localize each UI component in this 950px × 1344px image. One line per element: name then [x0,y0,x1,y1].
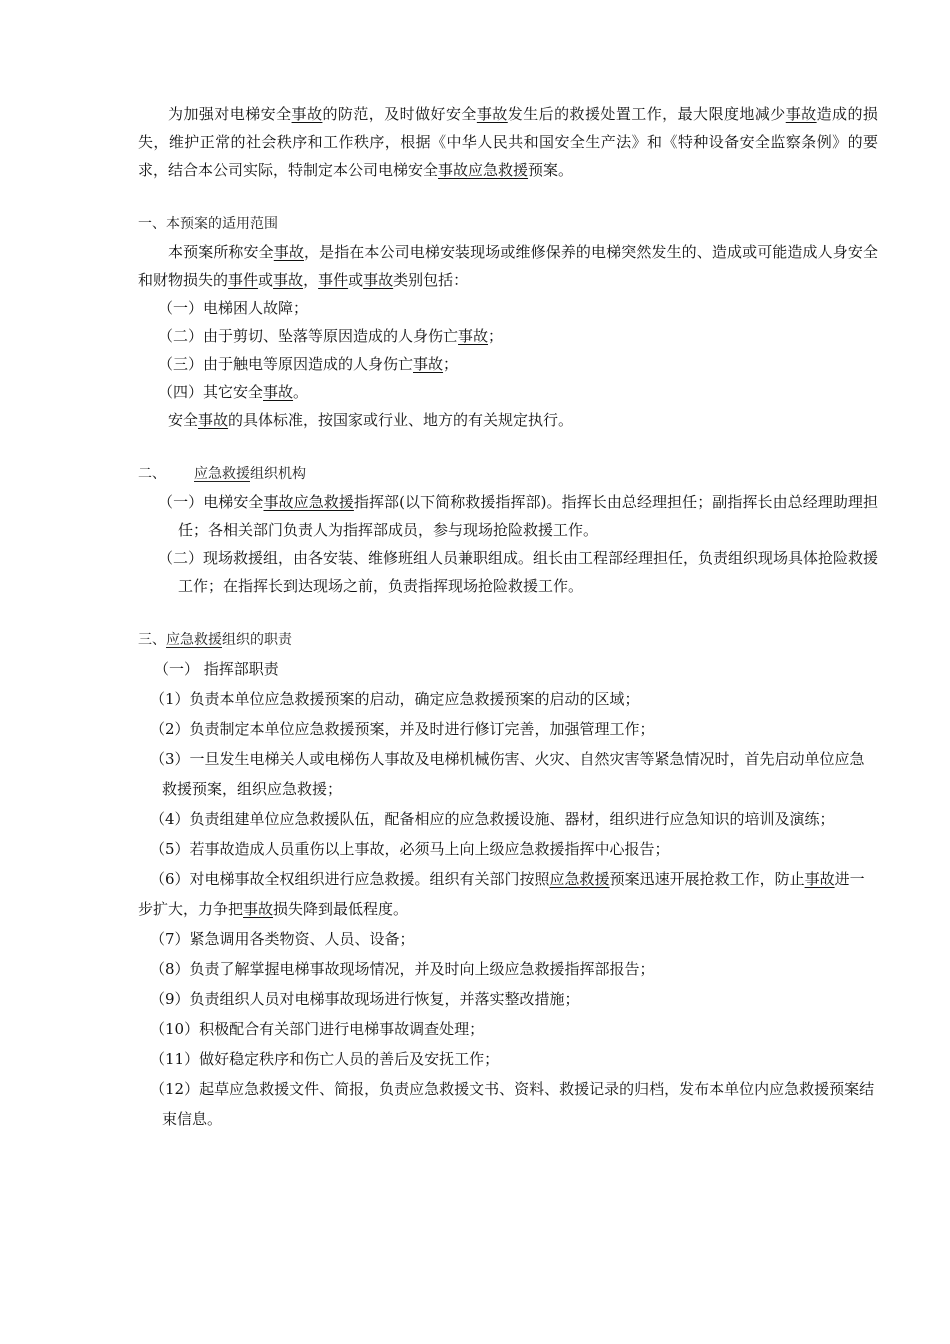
text-run: 为加强对电梯安全 [168,105,292,123]
text-run: ， [303,271,319,289]
text-run: 损失降到最低程度。 [273,900,409,918]
spacer [138,434,878,460]
duty-item-4: （4）负责组建单位应急救援队伍，配备相应的应急救援设施、器材，组织进行应急知识的培训及演练； [150,810,835,828]
spacer [138,600,878,626]
duty-item-11: （11）做好稳定秩序和伤亡人员的善后及安抚工作； [150,1050,500,1068]
section1-item-4 [138,378,878,406]
underlined-term: 事故 [273,271,304,289]
underlined-term: 应急救援 [166,632,222,648]
text-run: 组织的职责 [222,632,292,648]
underlined-term: 事故 [273,243,304,261]
duty-item-2: （2）负责制定本单位应急救援预案，并及时进行修订完善，加强管理工作； [150,720,655,738]
section1-heading: 一、本预案的适用范围 [138,216,278,232]
underlined-term: 事故 [413,355,444,373]
underlined-term: 事故 [458,327,489,345]
underlined-term: 事故 [198,411,229,429]
duty-item-5: （5）若事故造成人员重伤以上事故，必须马上向上级应急救援指挥中心报告； [150,840,670,858]
text-run: 或 [348,271,364,289]
text-run: 安全 [168,411,199,429]
underlined-term: 事故应急救援 [263,493,354,511]
text-run: 进一步扩大，力争把 [138,870,865,918]
duty-item-6 [138,864,878,924]
text-run: （三）由于触电等原因造成的人身伤亡 [158,355,414,373]
underlined-term: 事故 [785,105,817,123]
text-run: 。 [293,383,309,401]
text-run: 的具体标准，按国家或行业、地方的有关规定执行。 [228,411,574,429]
section2-item-2: （二）现场救援组，由各安装、维修班组人员兼职组成。组长由工程部经理担任，负责组织现场具体抢险救援工作；在指挥长到达现场之前，负责指挥现场抢险救援工作。 [158,549,879,595]
underlined-term: 事故 [363,271,394,289]
underlined-term: 应急救援 [194,466,250,482]
underlined-term: 事故 [243,900,274,918]
section3-subheading: （一） 指挥部职责 [154,660,279,678]
underlined-term: 事件 [318,271,349,289]
text-run: ，是指在本公司电梯安装现场或维修保养的电梯突然发生的、造成或可能造成人身安全和财物损失的 [138,243,878,289]
section1-paragraph [138,238,878,294]
text-run: （四）其它安全 [158,383,264,401]
section1-closing [138,406,878,434]
text-run: 本预案所称安全 [168,243,274,261]
text-run: 指挥部(以下简称救援指挥部)。指挥长由总经理担任；副指挥长由总经理助理担任；各相关部门负责人为指挥部成员，参与现场抢险救援工作。 [178,493,878,539]
intro-paragraph [138,100,878,184]
underlined-term: 事故 [263,383,294,401]
duty-item-9: （9）负责组织人员对电梯事故现场进行恢复，并落实整改措施； [150,990,580,1008]
underlined-term: 应急救援 [549,870,610,888]
spacer [138,184,878,210]
duty-item-10: （10）积极配合有关部门进行电梯事故调查处理； [150,1020,485,1038]
heading-number: 二、 [138,466,166,482]
duty-item-8: （8）负责了解掌握电梯事故现场情况，并及时向上级应急救援指挥部报告； [150,960,655,978]
document-body [138,100,878,1134]
duty-item-3: （3）一旦发生电梯关人或电梯伤人事故及电梯机械伤害、火灾、自然灾害等紧急情况时，首先启动单位应急救援预案，组织应急救援； [150,750,865,798]
text-run: 预案。 [528,161,574,179]
text-run: 类别包括： [393,271,469,289]
underlined-term: 事故 [476,105,508,123]
text-run: 发生后的救援处置工作，最大限度地减少 [507,105,786,123]
text-run: 或 [258,271,274,289]
underlined-term: 事故 [804,870,835,888]
text-run: 的防范，及时做好安全 [322,105,477,123]
section1-item-1: （一）电梯困人故障； [158,299,309,317]
text-run: 组织机构 [250,466,306,482]
text-run: 造成的损失，维护正常的社会秩序和工作秩序，根据《中华人民共和国安全生产法》和《特种设备安全监察条例》的要求，结合本公司实际，特制定本公司电梯安全 [138,105,878,179]
text-run: （二）由于剪切、坠落等原因造成的人身伤亡 [158,327,459,345]
duty-item-1: （1）负责本单位应急救援预案的启动，确定应急救援预案的启动的区域； [150,690,640,708]
section2-heading [138,460,878,488]
text-run: 预案迅速开展抢救工作，防止 [609,870,805,888]
text-run: ； [488,327,504,345]
duty-item-12: （12）起草应急救援文件、简报，负责应急救援文书、资料、救援记录的归档，发布本单位内应急救援预案结束信息。 [150,1080,875,1128]
duty-item-7: （7）紧急调用各类物资、人员、设备； [150,930,415,948]
text-run: ； [443,355,459,373]
underlined-term: 事件 [228,271,259,289]
section1-item-2 [138,322,878,350]
underlined-term: 事故 [291,105,323,123]
section2-item-1 [138,488,878,544]
text-run: （6）对电梯事故全权组织进行应急救援。组织有关部门按照 [150,870,550,888]
heading-number: 三、 [138,632,166,648]
section1-item-3 [138,350,878,378]
text-run: （一）电梯安全 [158,493,264,511]
section3-heading [138,626,878,654]
underlined-term: 事故应急救援 [438,161,529,179]
